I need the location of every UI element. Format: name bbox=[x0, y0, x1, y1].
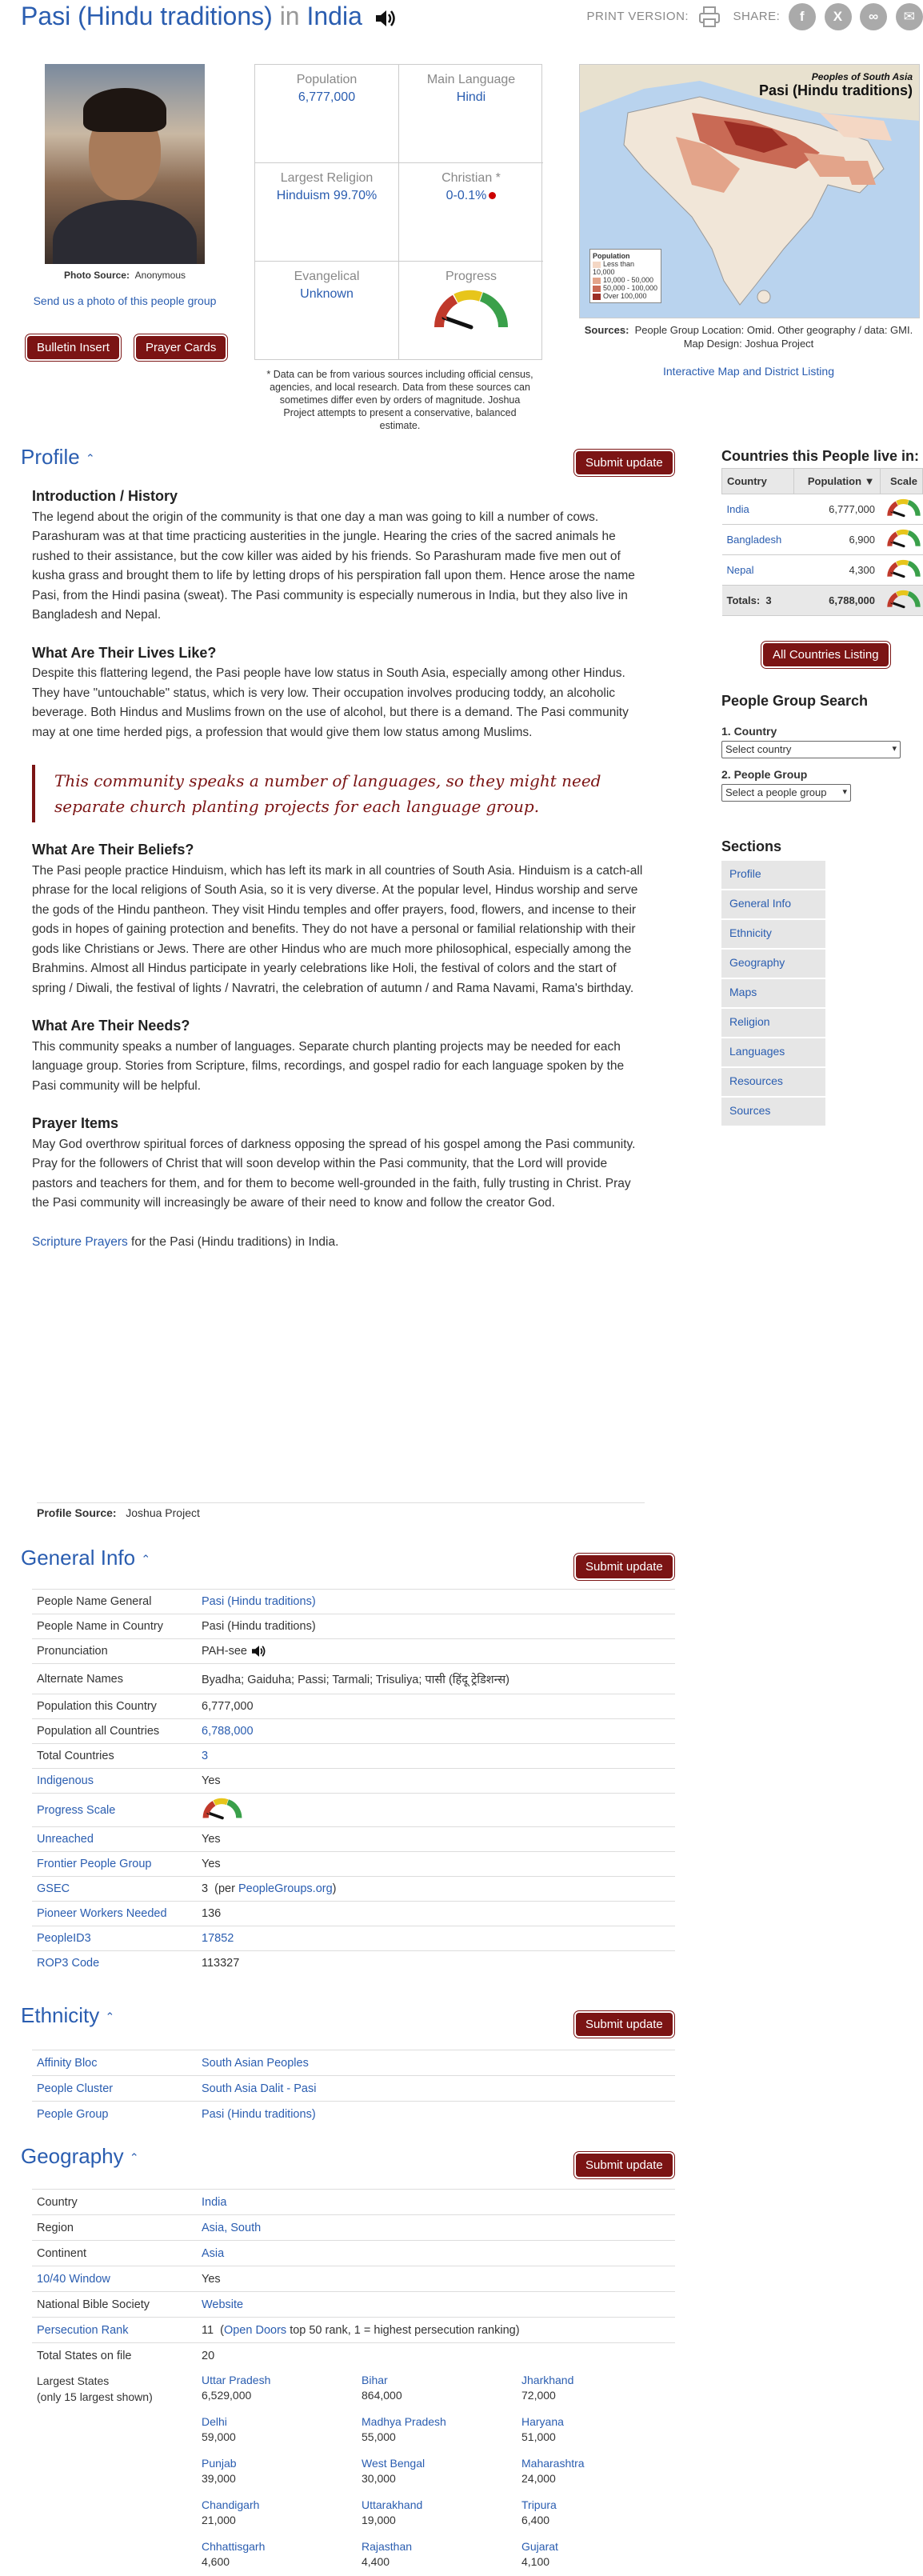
row-value-text: 136 bbox=[202, 1907, 222, 1920]
row-value-text[interactable]: 17852 bbox=[202, 1932, 234, 1945]
people-group-label: 2. People Group bbox=[721, 768, 808, 781]
state-item[interactable] bbox=[362, 2456, 521, 2486]
table-row bbox=[32, 1794, 675, 1827]
col-country[interactable]: Country bbox=[722, 469, 794, 494]
row-value bbox=[197, 2343, 675, 2369]
progress-gauge-icon[interactable] bbox=[886, 498, 921, 518]
chevron-up-icon: ⌃ bbox=[105, 2010, 115, 2023]
state-population: 59,000 bbox=[202, 2430, 236, 2443]
row-value[interactable] bbox=[197, 1926, 675, 1951]
row-key[interactable]: Frontier People Group bbox=[32, 1852, 197, 1877]
profile-heading[interactable]: Profile ⌃ bbox=[21, 445, 95, 469]
row-value bbox=[197, 1694, 675, 1719]
table-row bbox=[32, 2318, 675, 2343]
section-link-general-info[interactable]: General Info bbox=[721, 890, 825, 920]
stats-grid bbox=[254, 64, 542, 360]
row-key: Total States on file bbox=[32, 2343, 197, 2369]
table-row bbox=[32, 1664, 675, 1694]
table-row bbox=[32, 2102, 675, 2127]
speaker-icon[interactable] bbox=[374, 8, 398, 29]
state-item[interactable] bbox=[521, 2373, 681, 2403]
state-name[interactable]: Chhattisgarh bbox=[202, 2540, 266, 2553]
lives-text: Despite this flattering legend, the Pasi people have low status in South Asia, especially among other Hindus. They have "untouchable" status, which is very low. Their occupation involves producing toddy, an alcoholic beverage. Both Hindus and Muslims frown on the use of alcohol, but there is a demand. The Pasi community may at one time herded pigs, a profession that would give them low status among Muslims. bbox=[32, 666, 629, 739]
facebook-icon[interactable]: f bbox=[789, 3, 816, 30]
states-label: Largest States (only 15 largest shown) bbox=[37, 2374, 153, 2403]
country-population: 4,300 bbox=[793, 555, 880, 586]
state-name[interactable]: Madhya Pradesh bbox=[362, 2415, 446, 2428]
general-info-table bbox=[32, 1589, 675, 1976]
stat-progress: Progress bbox=[399, 262, 543, 360]
row-key[interactable]: Affinity Bloc bbox=[32, 2050, 197, 2076]
table-row bbox=[32, 1719, 675, 1744]
country-scale bbox=[880, 525, 922, 555]
table-row bbox=[722, 555, 923, 586]
beliefs-heading: What Are Their Beliefs? bbox=[32, 842, 194, 858]
row-key: Total Countries bbox=[32, 1744, 197, 1769]
row-value-text[interactable]: Website bbox=[202, 2298, 244, 2311]
state-population: 39,000 bbox=[202, 2472, 236, 2485]
row-value-text: Byadha; Gaiduha; Passi; Tarmali; Trisuliya; पासी (हिंदू ट्रेडिशन्स) bbox=[202, 1673, 509, 1686]
table-row bbox=[32, 1614, 675, 1639]
peoplegroups-link[interactable]: PeopleGroups.org bbox=[238, 1882, 333, 1895]
printer-icon[interactable] bbox=[697, 5, 721, 29]
table-row bbox=[32, 2050, 675, 2076]
row-key[interactable]: PeopleID3 bbox=[32, 1926, 197, 1951]
table-row bbox=[32, 1694, 675, 1719]
profile-source: Profile Source: Joshua Project bbox=[37, 1502, 645, 1519]
chevron-up-icon: ⌃ bbox=[129, 2150, 139, 2164]
country-select[interactable]: Select country ▾ bbox=[721, 741, 901, 758]
totals-scale bbox=[880, 586, 922, 616]
geography-heading[interactable]: Geography ⌃ bbox=[21, 2144, 139, 2168]
row-value-text: Yes bbox=[202, 1774, 221, 1787]
col-scale[interactable]: Scale bbox=[880, 469, 922, 494]
row-value bbox=[197, 2266, 675, 2292]
state-item[interactable] bbox=[521, 2539, 681, 2570]
row-value bbox=[197, 2215, 675, 2241]
people-name: Pasi (Hindu traditions) bbox=[21, 2, 273, 30]
state-name[interactable]: Bihar bbox=[362, 2374, 388, 2386]
state-name[interactable]: Tripura bbox=[521, 2498, 557, 2511]
chevron-up-icon: ⌃ bbox=[85, 451, 95, 465]
row-key[interactable]: Persecution Rank bbox=[32, 2318, 197, 2343]
prayer-cards-button[interactable]: Prayer Cards bbox=[134, 334, 227, 361]
state-item[interactable] bbox=[362, 2373, 521, 2403]
state-name[interactable]: Maharashtra bbox=[521, 2457, 585, 2470]
state-item[interactable] bbox=[202, 2498, 362, 2528]
submit-update-ethnicity-button[interactable]: Submit update bbox=[574, 2011, 674, 2038]
row-value bbox=[197, 2190, 675, 2215]
state-population: 51,000 bbox=[521, 2430, 556, 2443]
open-doors-link[interactable]: Open Doors bbox=[223, 2323, 287, 2337]
submit-update-profile-button[interactable]: Submit update bbox=[574, 450, 674, 476]
row-value bbox=[197, 1877, 675, 1902]
state-population: 864,000 bbox=[362, 2389, 402, 2402]
state-population: 6,529,000 bbox=[202, 2389, 252, 2402]
ethnicity-table bbox=[32, 2050, 675, 2127]
row-key[interactable]: 10/40 Window bbox=[32, 2266, 197, 2292]
section-link-maps[interactable]: Maps bbox=[721, 979, 825, 1009]
state-name[interactable]: Punjab bbox=[202, 2457, 237, 2470]
row-key[interactable]: Unreached bbox=[32, 1827, 197, 1852]
row-key[interactable]: Indigenous bbox=[32, 1769, 197, 1794]
row-key[interactable]: Pioneer Workers Needed bbox=[32, 1902, 197, 1926]
stat-evangelical: Evangelical Unknown bbox=[255, 262, 399, 360]
row-value-text[interactable]: India bbox=[202, 2195, 227, 2209]
row-value-text[interactable]: 6,788,000 bbox=[202, 1725, 254, 1738]
table-row bbox=[32, 2292, 675, 2318]
state-name[interactable]: Gujarat bbox=[521, 2540, 558, 2553]
general-info-heading[interactable]: General Info ⌃ bbox=[21, 1546, 151, 1570]
persecution-open: ( bbox=[220, 2323, 224, 2337]
row-value-text: 113327 bbox=[202, 1957, 240, 1970]
state-name[interactable]: Jharkhand bbox=[521, 2374, 574, 2386]
table-row bbox=[32, 1926, 675, 1951]
table-row bbox=[32, 1852, 675, 1877]
chevron-up-icon: ⌃ bbox=[141, 1552, 151, 1566]
row-value-text: 6,777,000 bbox=[202, 1700, 254, 1713]
people-group-select[interactable]: Select a people group ▾ bbox=[721, 784, 851, 802]
row-value-text: 11 bbox=[202, 2323, 214, 2337]
progress-gauge-icon[interactable] bbox=[886, 528, 921, 549]
progress-gauge-icon[interactable] bbox=[431, 287, 511, 332]
send-photo-link[interactable]: Send us a photo of this people group bbox=[33, 294, 217, 307]
progress-gauge-icon[interactable] bbox=[886, 589, 921, 610]
table-row bbox=[32, 2343, 675, 2369]
table-row bbox=[32, 2241, 675, 2266]
row-value bbox=[197, 2318, 675, 2343]
interactive-map-link[interactable]: Interactive Map and District Listing bbox=[663, 365, 834, 378]
table-row bbox=[32, 1902, 675, 1926]
row-value bbox=[197, 1951, 675, 1976]
chevron-down-icon: ▾ bbox=[842, 787, 847, 797]
row-value bbox=[197, 1852, 675, 1877]
row-value[interactable] bbox=[197, 1590, 675, 1614]
table-row bbox=[722, 494, 923, 525]
row-key[interactable]: GSEC bbox=[32, 1877, 197, 1902]
state-population: 24,000 bbox=[521, 2472, 556, 2485]
needs-heading: What Are Their Needs? bbox=[32, 1018, 190, 1034]
share-label: SHARE: bbox=[733, 9, 781, 23]
row-value[interactable] bbox=[197, 2076, 675, 2102]
country-label: 1. Country bbox=[721, 725, 777, 738]
row-value bbox=[197, 1664, 675, 1694]
map-title: Peoples of South Asia Pasi (Hindu traditions) bbox=[758, 71, 913, 98]
row-value bbox=[197, 1614, 675, 1639]
row-value-text: 20 bbox=[202, 2349, 215, 2362]
pull-quote: This community speaks a number of languages, so they might need separate church planting projects for each language group. bbox=[32, 765, 648, 822]
row-value-text: Yes bbox=[202, 1833, 221, 1846]
row-key: Region bbox=[32, 2215, 197, 2241]
title-in: in bbox=[279, 2, 300, 30]
row-value[interactable] bbox=[197, 1744, 675, 1769]
state-population: 6,400 bbox=[521, 2514, 550, 2526]
gsec-close: ) bbox=[332, 1882, 337, 1895]
state-item[interactable] bbox=[202, 2456, 362, 2486]
data-note: * Data can be from various sources including official census, agencies, and local research. Data from these sources can sometimes differ even by orders of magnitude. Joshua Project attempts to present a conservative, balanced estimate. bbox=[266, 369, 533, 431]
row-value bbox=[197, 2241, 675, 2266]
country-population: 6,777,000 bbox=[793, 494, 880, 525]
row-value-text[interactable]: 3 bbox=[202, 1750, 209, 1762]
title-country[interactable]: India bbox=[306, 2, 362, 30]
row-key[interactable]: People Group bbox=[32, 2102, 197, 2127]
state-population: 4,600 bbox=[202, 2555, 230, 2568]
table-row bbox=[32, 1590, 675, 1614]
sections-heading: Sections bbox=[721, 838, 782, 854]
print-label: PRINT VERSION: bbox=[586, 9, 689, 23]
row-value bbox=[197, 2292, 675, 2318]
state-name[interactable]: Chandigarh bbox=[202, 2498, 260, 2511]
table-row bbox=[32, 2190, 675, 2215]
state-item[interactable] bbox=[521, 2414, 681, 2445]
countries-heading: Countries this People live in: bbox=[721, 448, 920, 464]
people-map[interactable] bbox=[579, 64, 920, 318]
row-value-text: Yes bbox=[202, 1858, 221, 1870]
state-name[interactable]: Rajasthan bbox=[362, 2540, 413, 2553]
state-item[interactable] bbox=[362, 2498, 521, 2528]
people-photo bbox=[45, 64, 205, 264]
table-row bbox=[32, 2076, 675, 2102]
stat-population: Population 6,777,000 bbox=[255, 65, 399, 163]
row-key: Pronunciation bbox=[32, 1639, 197, 1664]
row-value bbox=[197, 1639, 675, 1664]
state-item[interactable] bbox=[521, 2498, 681, 2528]
state-population: 4,100 bbox=[521, 2555, 550, 2568]
country-scale bbox=[880, 555, 922, 586]
map-sources: Sources: People Group Location: Omid. Other geography / data: GMI. Map Design: Joshua Project bbox=[584, 324, 913, 350]
table-row bbox=[32, 1639, 675, 1664]
sections-list bbox=[721, 861, 825, 1127]
persecution-note: top 50 rank, 1 = highest persecution ranking) bbox=[290, 2323, 520, 2337]
row-value-text[interactable]: Asia bbox=[202, 2246, 225, 2260]
profile-body: Introduction / History The legend about the origin of the community is that one day a man was going to kill a number of cows. Parashuram was at that time practicing austerities in the jungle. Hearing the cries of the sacred animals he rushed to their assistance, but the cow killer was aided by his friends. So Parashuram made five men out of kusha grass and brought them to life by letting drops of his perspiration fall upon them. Hence arose the name Pasi, from the Hindi pasina (sweat). The Pasi community is especially numerous in India, but they also live in Bangladesh and Nepal. What Are Their Lives Like? Despite this flattering legend, the Pasi people have low status in South Asia, especially among other Hindus. They have "untouchable" status, which is very low. Their occupation involves producing toddy, an alcoholic beverage. Both Hindus and Muslims frown on the use of alcohol, but there is a demand. The Pasi community may at one time herded pigs, a profession that would give them low status among Muslims. This community speaks a number of languages, so they might need separate church planting projects for each language group. What Are Their Beliefs? The Pasi people practice Hinduism, which has left its mark in all countries of South Asia. Hinduism is a catch-all phrase for the local religions of South Asia, so it is very diverse. At the popular level, Hindus worship and serve the gods of the Hindu pantheon. They visit Hindu temples and offer prayers, food, flowers, and incense to their gods in hopes of gaining protection and benefits. They do not have a personal or familial relationship with their gods like Christians or Jews. There are other Hindus who are much more philosophical, especially among the Brahmins. Almost all Hindus participate in yearly celebrations like Holi, the festival of colors and the start of spring / Diwali, the festival of lights / Navratri, the celebration of autumn / and Rama Navami, Rama's birthday. What Are Their Needs? This community speaks a number of languages. Separate church planting projects may be needed for each language group. Stories from Scripture, films, recordings, and gospel radio for each language spoken by the Pasi community will be helpful. Prayer Items May God overthrow spiritual forces of darkness opposing the spread of his gospel among the Pasi community. Pray for the followers of Christ that will soon develop within the Pasi community, that the Lord will provide pastors and teachers for them, and for them to become well-grounded in the faith, fully trusting in Christ. Pray the Pasi community will increasingly be aware of their need to know and follow the creator God. Scripture Prayers for the Pasi (Hindu traditions) in India. bbox=[32, 486, 648, 1252]
status-dot-icon bbox=[489, 192, 496, 199]
state-name[interactable]: Uttarakhand bbox=[362, 2498, 423, 2511]
prayer-heading: Prayer Items bbox=[32, 1115, 119, 1131]
row-value-text: Yes bbox=[202, 2272, 221, 2286]
all-countries-button[interactable]: All Countries Listing bbox=[761, 642, 890, 668]
submit-update-geography-button[interactable]: Submit update bbox=[574, 2152, 674, 2178]
row-value-text: 3 bbox=[202, 1882, 209, 1895]
table-row bbox=[32, 1877, 675, 1902]
country-population: 6,900 bbox=[793, 525, 880, 555]
row-key: Alternate Names bbox=[32, 1664, 197, 1694]
row-value-text[interactable]: Pasi (Hindu traditions) bbox=[202, 1595, 316, 1608]
countries-box bbox=[721, 448, 923, 616]
countries-table bbox=[721, 468, 923, 616]
stat-language: Main Language Hindi bbox=[399, 65, 543, 163]
state-name[interactable]: Uttar Pradesh bbox=[202, 2374, 271, 2386]
totals-label: Totals: 3 bbox=[722, 586, 794, 616]
beliefs-text: The Pasi people practice Hinduism, which has left its mark in all countries of South Asia. Hinduism is a catch-all phrase for the local religions of South Asia, so it is very diverse. At the popular level, Hindus worship and serve the gods of the Hindu pantheon. They visit Hindu temples and offer prayers, food, flowers, and incense to their gods in hopes of gaining protection and benefits. They do not have a personal or familial relationship with their gods like Christians or Jews. There are other Hindus who are much more philosophical, especially among the Brahmins. Almost all Hindus participate in yearly celebrations like Holi, the festival of colors and the start of spring / Diwali, the festival of lights / Navratri, the celebration of autumn / and Rama Navami, Rama's birthday. bbox=[32, 863, 643, 995]
submit-update-general-button[interactable]: Submit update bbox=[574, 1554, 674, 1580]
state-item[interactable] bbox=[362, 2414, 521, 2445]
page-header bbox=[21, 0, 923, 35]
section-link-profile[interactable]: Profile bbox=[721, 861, 825, 890]
row-key: Country bbox=[32, 2190, 197, 2215]
speaker-icon[interactable] bbox=[250, 1644, 268, 1658]
progress-gauge-icon[interactable] bbox=[886, 558, 921, 579]
row-value-text[interactable]: South Asia Dalit - Pasi bbox=[202, 2082, 317, 2095]
state-item[interactable] bbox=[362, 2539, 521, 2570]
state-name[interactable]: Delhi bbox=[202, 2415, 227, 2428]
row-key: Continent bbox=[32, 2241, 197, 2266]
state-population: 30,000 bbox=[362, 2472, 396, 2485]
table-row bbox=[32, 1951, 675, 1976]
scripture-prayers-link[interactable]: Scripture Prayers bbox=[32, 1234, 128, 1249]
state-name[interactable]: Haryana bbox=[521, 2415, 564, 2428]
row-key: Population this Country bbox=[32, 1694, 197, 1719]
email-icon[interactable]: ✉ bbox=[896, 3, 923, 30]
section-link-sources[interactable]: Sources bbox=[721, 1098, 825, 1127]
row-value[interactable] bbox=[197, 1719, 675, 1744]
intro-heading: Introduction / History bbox=[32, 488, 178, 504]
needs-text: This community speaks a number of languages. Separate church planting projects may be needed for each language group. Stories from Scripture, films, recordings, and gospel radio for each language spoken by the Pasi community will be helpful. bbox=[32, 1039, 625, 1093]
intro-text: The legend about the origin of the community is that one day a man was going to kill a number of cows. Parashuram was at that time practicing austerities in the jungle. Hearing the cries of the sacred animals he rushed to their assistance, but the cow killer was aided by his friends. So Parashuram made five men out of kusha grass and brought them to life by letting drops of his perspiration fall upon them. Hence arose the name Pasi, from the Hindi pasina (sweat). The Pasi community is especially numerous in India, but they also live in Bangladesh and Nepal. bbox=[32, 510, 635, 622]
country-scale bbox=[880, 494, 922, 525]
row-value bbox=[197, 1769, 675, 1794]
row-key: National Bible Society bbox=[32, 2292, 197, 2318]
search-heading: People Group Search bbox=[721, 693, 869, 709]
row-value bbox=[197, 1902, 675, 1926]
col-population[interactable]: Population ▼ bbox=[793, 469, 880, 494]
state-population: 19,000 bbox=[362, 2514, 396, 2526]
row-value-text: PAH-see bbox=[202, 1644, 247, 1658]
state-population: 21,000 bbox=[202, 2514, 236, 2526]
state-population: 72,000 bbox=[521, 2389, 556, 2402]
row-key[interactable]: Progress Scale bbox=[32, 1794, 197, 1827]
country-name[interactable]: Bangladesh bbox=[722, 525, 794, 555]
lives-heading: What Are Their Lives Like? bbox=[32, 644, 217, 661]
stat-christian: Christian * 0-0.1% bbox=[399, 163, 543, 262]
state-name[interactable]: West Bengal bbox=[362, 2457, 426, 2470]
table-row bbox=[32, 2215, 675, 2241]
stat-religion: Largest Religion Hinduism 99.70% bbox=[255, 163, 399, 262]
table-row bbox=[722, 525, 923, 555]
state-item[interactable] bbox=[521, 2456, 681, 2486]
row-value-text[interactable]: Asia, South bbox=[202, 2221, 262, 2234]
row-value-text[interactable]: Pasi (Hindu traditions) bbox=[202, 2107, 316, 2121]
state-item[interactable] bbox=[202, 2373, 362, 2403]
photo-source: Photo Source: Anonymous bbox=[63, 270, 186, 281]
table-row bbox=[32, 1744, 675, 1769]
section-link-ethnicity[interactable]: Ethnicity bbox=[721, 920, 825, 950]
table-row bbox=[32, 2266, 675, 2292]
table-row bbox=[32, 1827, 675, 1852]
row-key[interactable]: ROP3 Code bbox=[32, 1951, 197, 1976]
geography-table bbox=[32, 2189, 675, 2369]
progress-gauge-icon[interactable] bbox=[202, 1797, 243, 1821]
row-value-text: Pasi (Hindu traditions) bbox=[202, 1620, 316, 1633]
row-value bbox=[197, 1827, 675, 1852]
row-key[interactable]: People Cluster bbox=[32, 2076, 197, 2102]
row-value[interactable] bbox=[197, 2050, 675, 2076]
row-key: Population all Countries bbox=[32, 1719, 197, 1744]
section-link-resources[interactable]: Resources bbox=[721, 1068, 825, 1098]
ethnicity-heading[interactable]: Ethnicity ⌃ bbox=[21, 2003, 115, 2027]
bulletin-insert-button[interactable]: Bulletin Insert bbox=[26, 334, 121, 361]
section-link-religion[interactable]: Religion bbox=[721, 1009, 825, 1038]
totals-row bbox=[722, 586, 923, 616]
state-population: 4,400 bbox=[362, 2555, 390, 2568]
table-row bbox=[32, 1769, 675, 1794]
state-item[interactable] bbox=[202, 2414, 362, 2445]
country-name[interactable]: Nepal bbox=[722, 555, 794, 586]
section-link-geography[interactable]: Geography bbox=[721, 950, 825, 979]
country-name[interactable]: India bbox=[722, 494, 794, 525]
row-key: People Name General bbox=[32, 1590, 197, 1614]
row-value[interactable] bbox=[197, 2102, 675, 2127]
chevron-down-icon: ▾ bbox=[892, 744, 897, 754]
map-legend: Population Less than 10,000 10,000 - 50,000 50,000 - 100,000 Over 100,000 bbox=[589, 249, 661, 303]
totals-population: 6,788,000 bbox=[793, 586, 880, 616]
gsec-per: (per bbox=[214, 1882, 235, 1895]
state-item[interactable] bbox=[202, 2539, 362, 2570]
row-value bbox=[197, 1794, 675, 1827]
state-population: 55,000 bbox=[362, 2430, 396, 2443]
x-twitter-icon[interactable]: X bbox=[825, 3, 852, 30]
prayer-text: May God overthrow spiritual forces of darkness opposing the spread of his gospel among the Pasi community. Pray for the followers of Christ that will soon develop within the Pasi community, that the Lord will provide pastors and teachers for them, and for them to become well-grounded in the faith, fully trusting in Christ. Pray the Pasi community will increasingly be aware of their need to know and follow the creator God. bbox=[32, 1137, 636, 1210]
page-title bbox=[21, 2, 398, 31]
link-icon[interactable]: ∞ bbox=[860, 3, 887, 30]
section-link-languages[interactable]: Languages bbox=[721, 1038, 825, 1068]
print-share-bar bbox=[587, 3, 923, 30]
row-key: People Name in Country bbox=[32, 1614, 197, 1639]
row-value-text[interactable]: South Asian Peoples bbox=[202, 2056, 309, 2070]
